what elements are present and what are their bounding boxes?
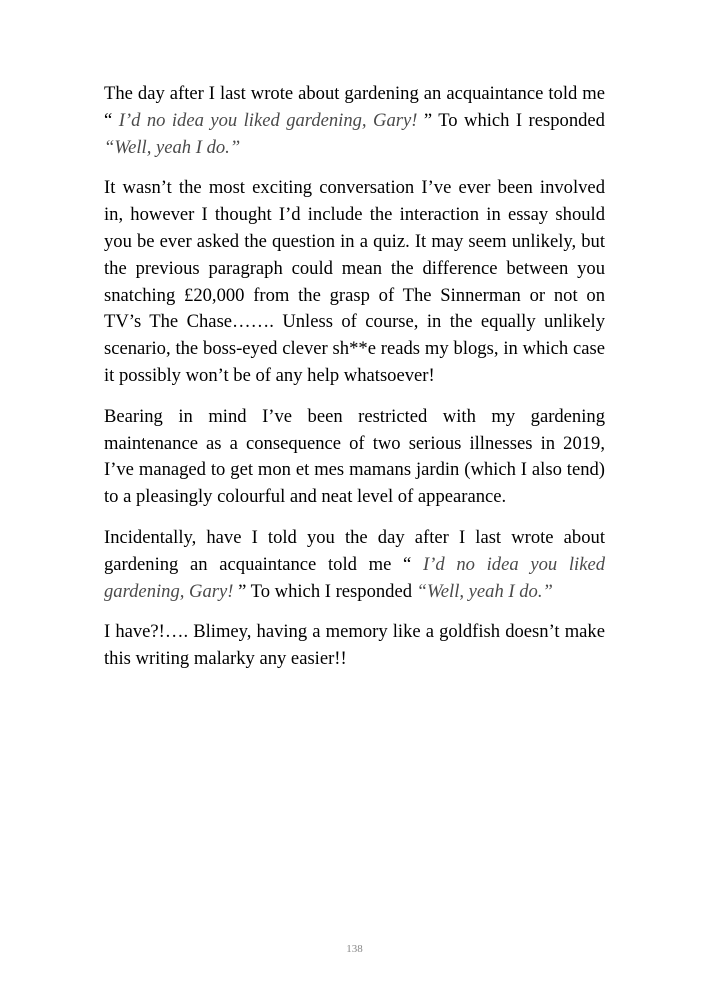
paragraph-1-quote: I’d no idea you liked gardening, Gary! [118, 109, 418, 131]
paragraph-1 [104, 81, 605, 161]
paragraph-2: It wasn’t the most exciting conversation I’ve ever been involved in, however I thought I’d include the interaction in essay should you be ever asked the question in a quiz. It may seem unlikely, but the previous paragraph could mean the difference between you snatching £20,000 from the grasp of The Sinnerman or not on TV’s The Chase……. Unless of course, in the equally unlikely scenario, the boss-eyed clever sh**e reads my blogs, in which case it possibly won’t be of any help whatsoever! [104, 177, 605, 386]
paragraph-4-text-b: ” To which I responded [233, 580, 417, 602]
paragraph-4 [104, 525, 605, 605]
page-number: 138 [346, 943, 363, 955]
page-body [104, 81, 605, 687]
paragraph-5: I have?!…. Blimey, having a memory like a goldfish doesn’t make this writing malarky any easier!! [104, 621, 605, 670]
paragraph-4-text-a: Incidentally, have I told you the day after I last wrote about gardening an acquaintance told me “ [104, 526, 605, 575]
paragraph-1-reply: “Well, yeah I do.” [104, 136, 241, 158]
paragraph-1-text-a: The day after I last wrote about gardening an acquaintance told me “ [104, 83, 605, 131]
paragraph-4-reply: “Well, yeah I do.” [416, 580, 553, 602]
paragraph-1-text-b: ” To which I responded [417, 109, 605, 131]
paragraph-3: Bearing in mind I’ve been restricted with my gardening maintenance as a consequence of two serious illnesses in 2019, I’ve managed to get mon et mes mamans jardin (which I also tend) to a pleasingly colourful and neat level of appearance. [104, 405, 605, 508]
paragraph-4-quote: I’d no idea you liked gardening, Gary! [104, 553, 605, 602]
